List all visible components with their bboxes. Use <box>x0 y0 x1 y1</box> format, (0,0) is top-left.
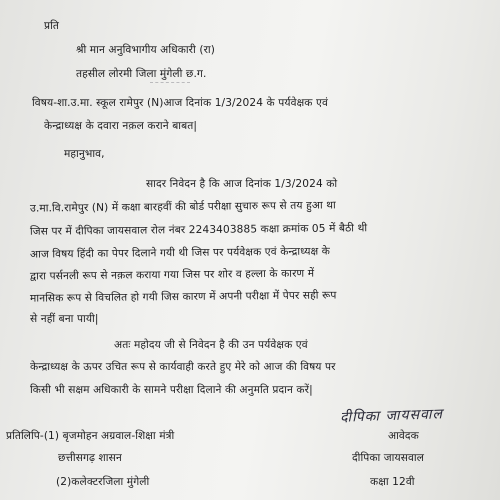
body-line-3: जिस पर में दीपिका जायसवाल रोल नंबर 2243403885 कक्षा क्रमांक 05 में बैठी थी <box>29 222 368 238</box>
applicant-name: दीपिका जायसवाल <box>352 452 425 464</box>
salutation: महानुभाव, <box>64 148 105 160</box>
applicant-signature: दीपिका जायसवाल <box>339 406 444 426</box>
applicant-label: आवेदक <box>388 430 419 442</box>
body-line-2: उ.मा.वि.रामेपुर (N) में कक्षा बारहवीं की बोर्ड परीक्षा सुचारु रूप से तय हुआ था <box>29 199 336 215</box>
body-line-5: द्वारा पर्सनली रूप से नक़ल कराया गया जिस पर शोर व हल्ला के कारण में <box>29 267 315 283</box>
copy-to-line-1: प्रतिलिपि-(1) बृजमोहन अग्रवाल-शिक्षा मंत्री <box>6 430 175 442</box>
body-line-6: मानसिक रूप से विचलित हो गयी जिस कारण में अपनी परीक्षा में पेपर सही रूप <box>29 289 337 305</box>
body-line-1: सादर निवेदन है कि आज दिनांक 1/3/2024 को <box>146 178 338 190</box>
subject-line-2: केन्द्राध्यक्ष के दवारा नक़ल कराने बाबत| <box>44 120 198 132</box>
request-line-1: अतः महोदय जी से निवेदन है की उन पर्यवेक्षक एवं <box>114 339 308 351</box>
recipient-line-1: श्री मान अनुविभागीय अधिकारी (रा) <box>76 44 215 56</box>
body-line-7: से नहीं बना पायी| <box>30 313 99 325</box>
copy-to-line-2: (2)कलेक्टरजिला मुंगेली <box>56 476 150 488</box>
request-line-3: किसी भी सक्षम अधिकारी के सामने परीक्षा दिलाने की अनुमति प्रदान करें| <box>30 384 313 396</box>
body-line-4: आज विषय हिंदी का पेपर दिलाने गयी थी जिस पर पर्यवेक्षक एवं केन्द्राध्यक्ष के <box>29 245 331 261</box>
applicant-class: कक्षा 12वी <box>370 476 415 488</box>
copy-to-line-1b: छत्तीसगढ़ शासन <box>58 452 122 464</box>
recipient-line-2: तहसील लोरमी जिला मुंगेली छ.ग. <box>76 68 207 80</box>
subject-line-1: विषय-शा.उ.मा. स्कूल रामेपुर (N)आज दिनांक 1/3/2024 के पर्यवेक्षक एवं <box>32 97 328 109</box>
request-line-2: केन्द्राध्यक्ष के ऊपर उचित रूप से कार्यवाही करते हुए मेरे को आज की विषय पर <box>30 361 336 373</box>
to-label: प्रति <box>44 20 60 32</box>
